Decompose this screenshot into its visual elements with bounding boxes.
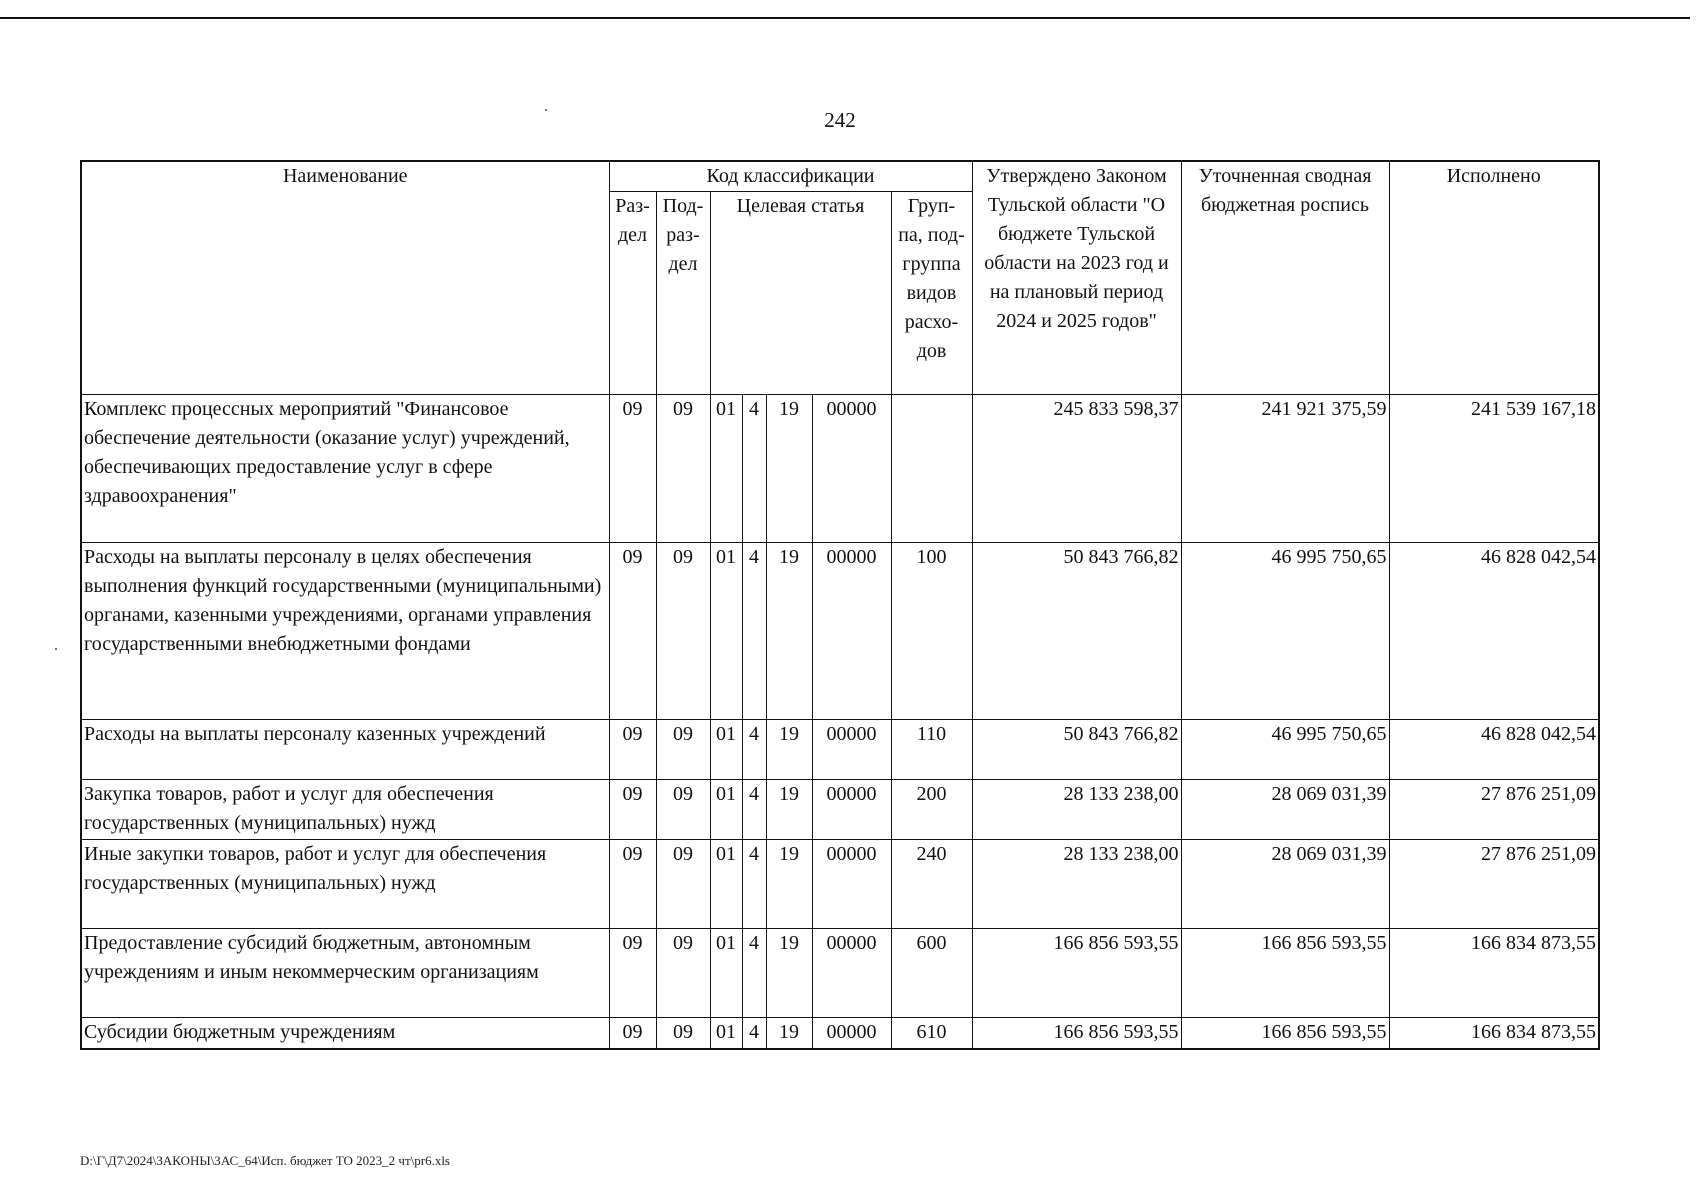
header-group: Груп- па, под- группа видов расхо- дов: [891, 192, 972, 395]
row-target-article-program: 01: [710, 1018, 742, 1049]
row-expense-group: 610: [891, 1018, 972, 1049]
row-subsection: 09: [656, 780, 710, 840]
row-target-article-type: 4: [742, 720, 766, 780]
table-row: [81, 720, 1599, 780]
row-name: Закупка товаров, работ и услуг для обеспечения государственных (муниципальных) нужд: [81, 780, 609, 840]
row-section: 09: [609, 840, 656, 929]
row-executed-amount: 241 539 167,18: [1389, 395, 1599, 543]
footer-file-path: D:\Г\Д7\2024\ЗАКОНЫ\ЗАС_64\Исп. бюджет ТО 2023_2 чт\pr6.xls: [80, 1153, 450, 1168]
row-approved-amount: 28 133 238,00: [972, 780, 1181, 840]
row-target-article-subprogram: 19: [766, 720, 812, 780]
row-executed-amount: 166 834 873,55: [1389, 1018, 1599, 1049]
row-name: Расходы на выплаты персоналу казенных учреждений: [81, 720, 609, 780]
table-row: [81, 395, 1599, 543]
row-approved-amount: 166 856 593,55: [972, 929, 1181, 1018]
row-target-article-subprogram: 19: [766, 395, 812, 543]
budget-table: [80, 160, 1600, 1050]
header-section: Раз- дел: [609, 192, 656, 395]
row-target-article-subprogram: 19: [766, 543, 812, 720]
row-subsection: 09: [656, 1018, 710, 1049]
table-row: [81, 543, 1599, 720]
row-executed-amount: 46 828 042,54: [1389, 543, 1599, 720]
row-expense-group: 600: [891, 929, 972, 1018]
row-section: 09: [609, 395, 656, 543]
row-name: Предоставление субсидий бюджетным, автономным учреждениям и иным некоммерческим организациям: [81, 929, 609, 1018]
row-target-article-direction: 00000: [812, 1018, 891, 1049]
top-rule: [0, 17, 1690, 19]
row-target-article-direction: 00000: [812, 720, 891, 780]
row-subsection: 09: [656, 395, 710, 543]
row-name: Комплекс процессных мероприятий "Финансовое обеспечение деятельности (оказание услуг) учреждений, обеспечивающих предоставление услуг в сфере здравоохранения": [81, 395, 609, 543]
row-name: Субсидии бюджетным учреждениям: [81, 1018, 609, 1049]
row-name: Иные закупки товаров, работ и услуг для обеспечения государственных (муниципальных) нужд: [81, 840, 609, 929]
row-target-article-type: 4: [742, 1018, 766, 1049]
row-subsection: 09: [656, 720, 710, 780]
row-subsection: 09: [656, 840, 710, 929]
row-refined-amount: 28 069 031,39: [1181, 780, 1389, 840]
row-target-article-subprogram: 19: [766, 929, 812, 1018]
row-name: Расходы на выплаты персоналу в целях обеспечения выполнения функций государственными (муниципальными) органами, казенными учреждениями, органами управления государственными внебюджетными фондами: [81, 543, 609, 720]
row-section: 09: [609, 720, 656, 780]
scan-speck: [545, 109, 547, 111]
row-target-article-program: 01: [710, 543, 742, 720]
row-target-article-direction: 00000: [812, 395, 891, 543]
table-row: [81, 840, 1599, 929]
row-target-article-program: 01: [710, 720, 742, 780]
row-executed-amount: 27 876 251,09: [1389, 780, 1599, 840]
row-target-article-type: 4: [742, 395, 766, 543]
header-classification: Код классификации: [609, 161, 972, 192]
header-target-article: Целевая статья: [710, 192, 891, 395]
row-executed-amount: 27 876 251,09: [1389, 840, 1599, 929]
header-subsection: Под- раз- дел: [656, 192, 710, 395]
row-approved-amount: 50 843 766,82: [972, 543, 1181, 720]
row-expense-group: 100: [891, 543, 972, 720]
row-target-article-direction: 00000: [812, 543, 891, 720]
row-executed-amount: 46 828 042,54: [1389, 720, 1599, 780]
header-refined: Уточненная сводная бюджетная роспись: [1181, 161, 1389, 395]
row-target-article-program: 01: [710, 780, 742, 840]
row-target-article-direction: 00000: [812, 840, 891, 929]
row-target-article-type: 4: [742, 780, 766, 840]
row-refined-amount: 241 921 375,59: [1181, 395, 1389, 543]
row-approved-amount: 245 833 598,37: [972, 395, 1181, 543]
row-target-article-type: 4: [742, 840, 766, 929]
row-target-article-type: 4: [742, 543, 766, 720]
row-refined-amount: 166 856 593,55: [1181, 929, 1389, 1018]
row-subsection: 09: [656, 929, 710, 1018]
row-expense-group: 240: [891, 840, 972, 929]
row-target-article-direction: 00000: [812, 929, 891, 1018]
row-target-article-subprogram: 19: [766, 1018, 812, 1049]
header-name: Наименование: [81, 161, 609, 395]
table-row: [81, 1018, 1599, 1049]
table-row: [81, 929, 1599, 1018]
header-executed: Исполнено: [1389, 161, 1599, 395]
row-refined-amount: 46 995 750,65: [1181, 720, 1389, 780]
row-approved-amount: 50 843 766,82: [972, 720, 1181, 780]
row-expense-group: 200: [891, 780, 972, 840]
row-approved-amount: 28 133 238,00: [972, 840, 1181, 929]
row-target-article-program: 01: [710, 929, 742, 1018]
row-executed-amount: 166 834 873,55: [1389, 929, 1599, 1018]
row-refined-amount: 166 856 593,55: [1181, 1018, 1389, 1049]
row-target-article-program: 01: [710, 395, 742, 543]
row-section: 09: [609, 929, 656, 1018]
row-approved-amount: 166 856 593,55: [972, 1018, 1181, 1049]
row-expense-group: 110: [891, 720, 972, 780]
table-row: [81, 780, 1599, 840]
row-expense-group: [891, 395, 972, 543]
row-target-article-type: 4: [742, 929, 766, 1018]
row-subsection: 09: [656, 543, 710, 720]
row-section: 09: [609, 543, 656, 720]
row-target-article-subprogram: 19: [766, 780, 812, 840]
row-section: 09: [609, 780, 656, 840]
header-approved: Утверждено Законом Тульской области "О бюджете Тульской области на 2023 год и на плановый период 2024 и 2025 годов": [972, 161, 1181, 395]
row-refined-amount: 28 069 031,39: [1181, 840, 1389, 929]
row-section: 09: [609, 1018, 656, 1049]
row-target-article-subprogram: 19: [766, 840, 812, 929]
row-target-article-direction: 00000: [812, 780, 891, 840]
row-refined-amount: 46 995 750,65: [1181, 543, 1389, 720]
scan-speck: [55, 648, 57, 650]
page-number: 242: [824, 108, 856, 132]
row-target-article-program: 01: [710, 840, 742, 929]
